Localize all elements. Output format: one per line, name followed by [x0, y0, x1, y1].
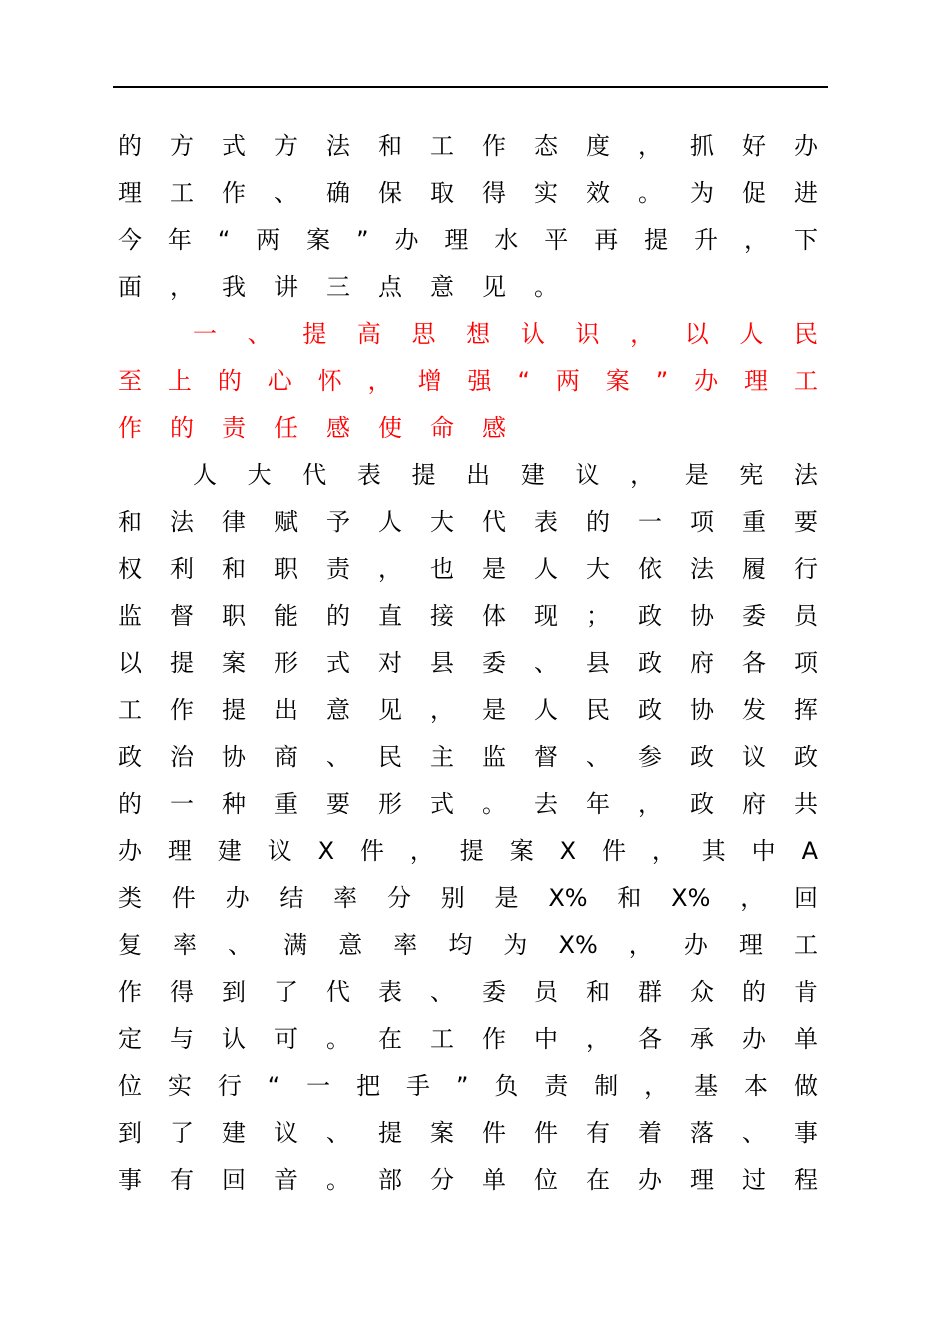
paragraph-two: [118, 452, 818, 1204]
section-heading-one: [118, 311, 818, 452]
text-line: 和法律赋予人大代表的一项重要: [118, 508, 818, 536]
text-line: 工作提出意见，是人民政协发挥: [118, 696, 818, 724]
header-rule: [113, 86, 828, 88]
text-line: 权利和职责，也是人大依法履行: [118, 555, 818, 583]
text-line: 监督职能的直接体现；政协委员: [118, 602, 818, 630]
document-body: [118, 123, 818, 1204]
heading-line: 作的责任感使命感: [118, 414, 534, 442]
text-line: 理工作、确保取得实效。为促进: [118, 179, 818, 207]
heading-line: 一、提高思想认识，以人民: [193, 320, 818, 348]
text-line: 今年“两案”办理水平再提升，下: [118, 226, 818, 254]
text-line: 位实行“一把手”负责制，基本做: [118, 1072, 818, 1100]
text-line: 作得到了代表、委员和群众的肯: [118, 978, 818, 1006]
text-line: 面，我讲三点意见。: [118, 273, 586, 301]
paragraph-intro: [118, 123, 818, 311]
text-line: 办理建议X件，提案X件，其中A: [118, 837, 818, 865]
text-line: 的一种重要形式。去年，政府共: [118, 790, 818, 818]
text-line: 类件办结率分别是X%和X%，回: [118, 884, 818, 912]
text-line: 的方式方法和工作态度，抓好办: [118, 132, 818, 160]
text-line: 事有回音。部分单位在办理过程: [118, 1166, 818, 1194]
heading-line: 至上的心怀，增强“两案”办理工: [118, 367, 818, 395]
text-line: 复率、满意率均为X%，办理工: [118, 931, 818, 959]
text-line: 定与认可。在工作中，各承办单: [118, 1025, 818, 1053]
text-line: 以提案形式对县委、县政府各项: [118, 649, 818, 677]
text-line: 到了建议、提案件件有着落、事: [118, 1119, 818, 1147]
text-line: 政治协商、民主监督、参政议政: [118, 743, 818, 771]
text-line: 人大代表提出建议，是宪法: [193, 461, 818, 489]
